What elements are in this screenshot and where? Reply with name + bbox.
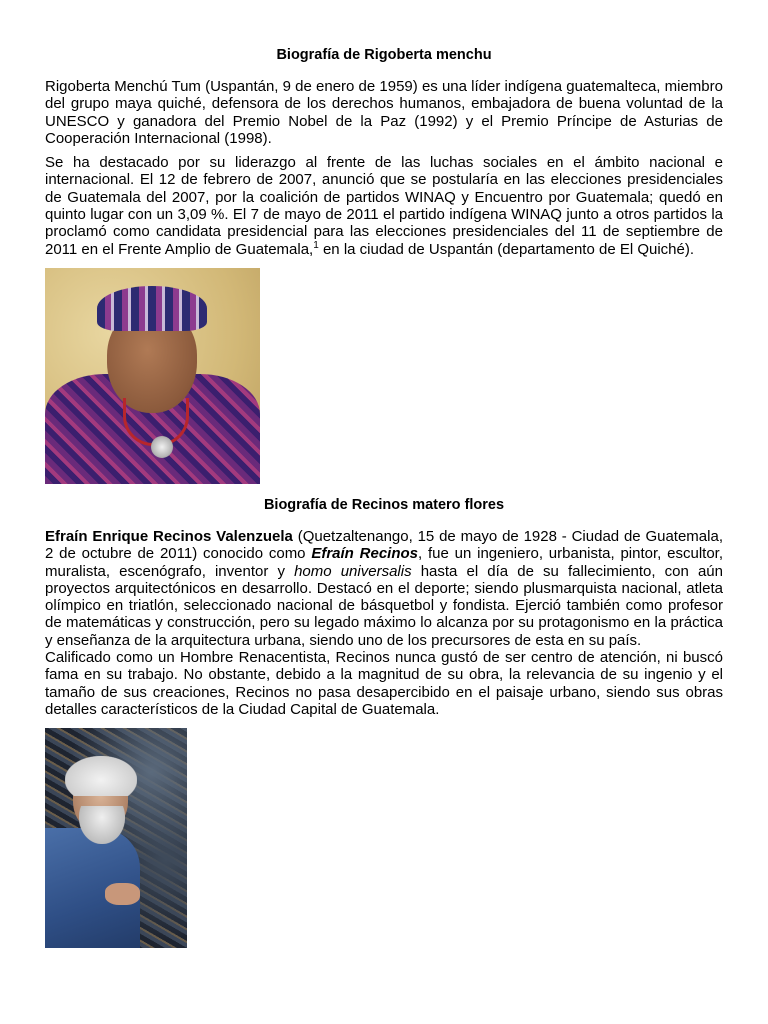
person-short-name: Efraín Recinos	[311, 545, 418, 563]
footnote-marker: 1	[313, 239, 319, 251]
photo-hair	[65, 756, 137, 796]
paragraph-text: en la ciudad de Uspantán (departamento de El Quiché).	[318, 240, 695, 258]
paragraph-text: Se ha destacado por su liderazgo al frente de las luchas sociales en el ámbito nacional e internacional. El 12 de febrero de 2007, anunció que se postularía en las elecciones presidenciales de Guatemala del 2007, por la coalición de partidos WINAQ y Encuentro por Guatemala; quedó en quinto lugar con un 3,09 %. El 7 de mayo de 2011 el partido indígena WINAQ junto a otros partidos la proclamó como candidata presidencial para las elecciones presidenciales del 11 de septiembre de 2011 en el Frente Amplio de Guatemala,	[45, 154, 723, 258]
paragraph-text: , fue un ingeniero, urbanista, pintor, escultor, muralista, escenógrafo, inventor y	[45, 545, 723, 580]
section-rigoberta	[45, 46, 723, 484]
photo-hand	[105, 883, 140, 905]
person-name: Efraín Enrique Recinos Valenzuela	[45, 527, 293, 545]
photo-efrain-recinos	[45, 728, 187, 948]
section-recinos	[45, 496, 723, 948]
paragraph-rigoberta-intro: Rigoberta Menchú Tum (Uspantán, 9 de enero de 1959) es una líder indígena guatemalteca, miembro del grupo maya quiché, defensora de los derechos humanos, embajadora de buena voluntad de la UNESCO y ganadora del Premio Nobel de la Paz (1992) y el Premio Príncipe de Asturias de Cooperación Internacional (1998).	[45, 78, 723, 147]
paragraph-recinos-intro	[45, 528, 723, 649]
paragraph-recinos-legacy: Calificado como un Hombre Renacentista, Recinos nunca gustó de ser centro de atención, ni buscó fama en su trabajo. No obstante, debido a la magnitud de su obra, la relevancia de su ingenio y el tamaño de sus creaciones, Recinos no pasa desapercibido en el paisaje urbano, siendo sus obras detalles característicos de la Ciudad Capital de Guatemala.	[45, 649, 723, 718]
photo-medallion	[151, 436, 173, 458]
paragraph-rigoberta-career	[45, 154, 723, 258]
section-title-recinos: Biografía de Recinos matero flores	[263, 496, 505, 513]
photo-headband	[97, 286, 207, 331]
italic-term: homo universalis	[294, 562, 412, 580]
photo-rigoberta-menchu	[45, 268, 260, 484]
paragraph-text: (Quetzaltenango, 15 de mayo de 1928 - Ciudad de Guatemala, 2 de octubre de 2011) conocido como	[45, 527, 723, 563]
paragraph-text: hasta el día de su fallecimiento, con aún proyectos arquitectónicos en desarrollo. Destacó en el deporte; siendo plusmarquista nacional, atleta olímpico en triatlón, seleccionado nacional de básquetbol y fondista. Ejerció también como profesor de matemáticas y construcción, pero su legado máximo lo alcanza por su protagonismo en la práctica y enseñanza de la arquitectura urbana, siendo uno de los precursores de esta en su país.	[45, 562, 723, 649]
section-title-rigoberta: Biografía de Rigoberta menchu	[276, 47, 492, 63]
document-page	[45, 40, 723, 948]
photo-beard	[79, 806, 125, 844]
